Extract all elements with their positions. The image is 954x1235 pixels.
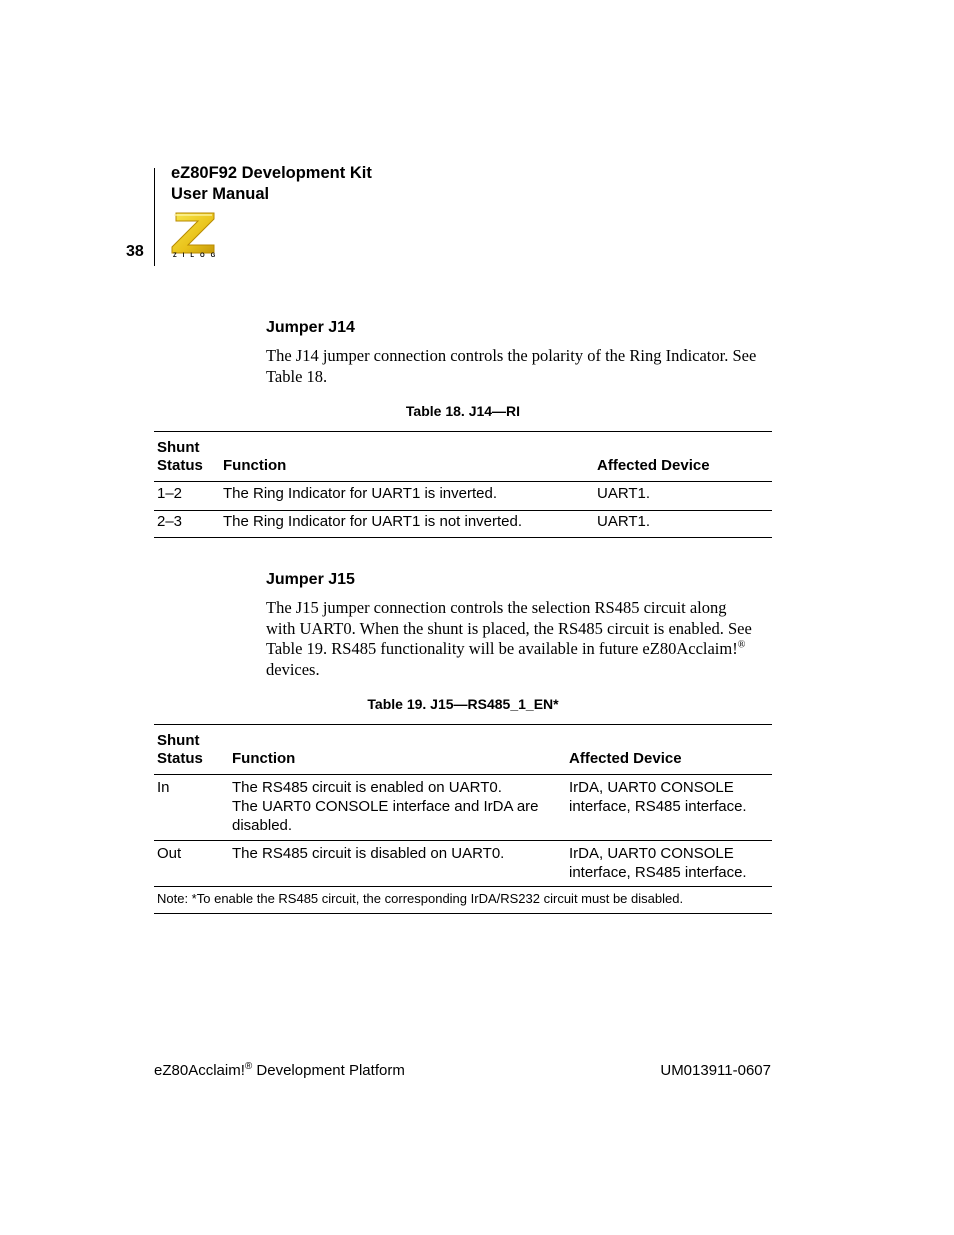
table19-top-rule — [154, 724, 772, 725]
table19-note: Note: *To enable the RS485 circuit, the corresponding IrDA/RS232 circuit must be disabled. — [157, 891, 684, 906]
table19-row1-device-line1: IrDA, UART0 CONSOLE — [569, 779, 734, 796]
table19-row1-function-line3: disabled. — [232, 817, 293, 834]
table19-row1-function — [232, 778, 539, 835]
table18-row1-function: The Ring Indicator for UART1 is inverted. — [223, 485, 498, 502]
table18-header-shunt-line2: Status — [157, 457, 203, 474]
page-number: 38 — [126, 243, 144, 260]
table19-header-shunt-line1: Shunt — [157, 732, 200, 749]
table19-row-rule — [154, 840, 772, 841]
table19-note-rule — [154, 886, 772, 887]
table19-header-device: Affected Device — [569, 750, 682, 767]
doc-subtitle: User Manual — [171, 185, 270, 203]
table19-row2-status: Out — [157, 845, 182, 862]
registered-mark: ® — [737, 639, 746, 651]
paragraph-j15-line1: The J15 jumper connection controls the selection RS485 circuit along — [266, 598, 727, 617]
table-caption-18: Table 18. J14—RI — [405, 403, 521, 419]
table18-header-shunt-line1: Shunt — [157, 439, 200, 456]
table19-row2-function — [232, 844, 504, 863]
table19-row2-device — [569, 844, 747, 882]
doc-title: eZ80F92 Development Kit — [171, 164, 372, 182]
section-heading-j14: Jumper J14 — [266, 319, 355, 336]
table19-row2-device-line1: IrDA, UART0 CONSOLE — [569, 845, 734, 862]
table19-header-shunt-line2: Status — [157, 750, 203, 767]
paragraph-j15 — [266, 598, 786, 680]
table18-header-device: Affected Device — [597, 457, 710, 474]
table19-row1-function-line2: The UART0 CONSOLE interface and IrDA are — [232, 798, 539, 815]
paragraph-j15-line4: devices. — [266, 659, 320, 679]
table18-row2-device: UART1. — [597, 513, 651, 530]
table-caption-19: Table 19. J15—RS485_1_EN* — [367, 696, 559, 712]
table18-row2-status: 2–3 — [157, 513, 183, 530]
table18-row1-device: UART1. — [597, 485, 651, 502]
table18-top-rule — [154, 431, 772, 432]
footer-left — [154, 1062, 405, 1079]
table19-row1-status: In — [157, 779, 170, 796]
table18-header-shunt — [157, 439, 203, 475]
table19-header-rule — [154, 774, 772, 775]
table19-bottom-rule — [154, 913, 772, 914]
section-heading-j15: Jumper J15 — [266, 571, 355, 588]
table19-header-shunt — [157, 732, 203, 768]
table18-bottom-rule — [154, 537, 772, 538]
table18-row-rule — [154, 510, 772, 511]
table19-row2-device-line2: interface, RS485 interface. — [569, 864, 747, 881]
table19-header-function: Function — [232, 750, 296, 767]
paragraph-j15-line3-wrap — [266, 639, 786, 660]
table19-row1-device — [569, 778, 747, 816]
table19-row2-function-line1: The RS485 circuit is disabled on UART0. — [232, 845, 505, 862]
zilog-z-icon — [170, 211, 218, 255]
table18-row1-status: 1–2 — [157, 485, 183, 502]
logo-wordmark: ZILOG — [173, 253, 222, 259]
table18-header-function: Function — [223, 457, 287, 474]
table19-row1-function-line1: The RS485 circuit is enabled on UART0. — [232, 779, 502, 796]
footer-product-suffix: Development Platform — [252, 1062, 405, 1079]
footer-registered-mark: ® — [244, 1061, 253, 1072]
header-vertical-rule — [154, 168, 155, 266]
table19-row1-device-line2: interface, RS485 interface. — [569, 798, 747, 815]
footer-product: eZ80Acclaim! — [154, 1062, 245, 1079]
table18-header-rule — [154, 481, 772, 482]
footer-doc-number: UM013911-0607 — [660, 1062, 771, 1079]
table18-row2-function: The Ring Indicator for UART1 is not inverted. — [223, 513, 523, 530]
paragraph-j14: The J14 jumper connection controls the polarity of the Ring Indicator. See Table 18. — [266, 346, 757, 386]
zilog-logo — [170, 211, 220, 261]
paragraph-j15-line3: Table 19. RS485 functionality will be available in future eZ80Acclaim! — [266, 639, 738, 658]
paragraph-j15-line2: with UART0. When the shunt is placed, the RS485 circuit is enabled. See — [266, 618, 752, 638]
